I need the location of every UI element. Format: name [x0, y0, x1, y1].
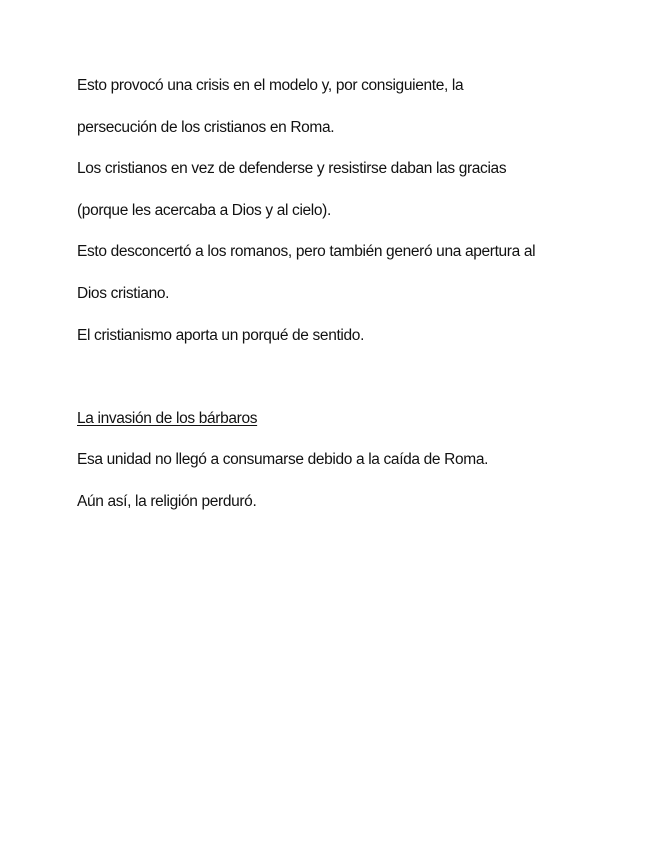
- paragraph-line: persecución de los cristianos en Roma.: [77, 118, 335, 136]
- document-body: [77, 76, 597, 534]
- paragraph-line: Aún así, la religión perduró.: [77, 492, 257, 510]
- paragraph-line: Esa unidad no llegó a consumarse debido a la caída de Roma.: [77, 451, 489, 469]
- section-heading: La invasión de los bárbaros: [77, 409, 258, 427]
- blank-line: [77, 367, 597, 387]
- paragraph-line: (porque les acercaba a Dios y al cielo).: [77, 201, 331, 219]
- paragraph-line: Esto desconcertó a los romanos, pero también generó una apertura al: [77, 243, 536, 261]
- paragraph-line: El cristianismo aporta un porqué de sentido.: [77, 326, 365, 344]
- paragraph-line: Dios cristiano.: [77, 284, 170, 302]
- paragraph-line: Esto provocó una crisis en el modelo y, por consiguiente, la: [77, 77, 464, 94]
- paragraph-line: Los cristianos en vez de defenderse y resistirse daban las gracias: [77, 160, 507, 178]
